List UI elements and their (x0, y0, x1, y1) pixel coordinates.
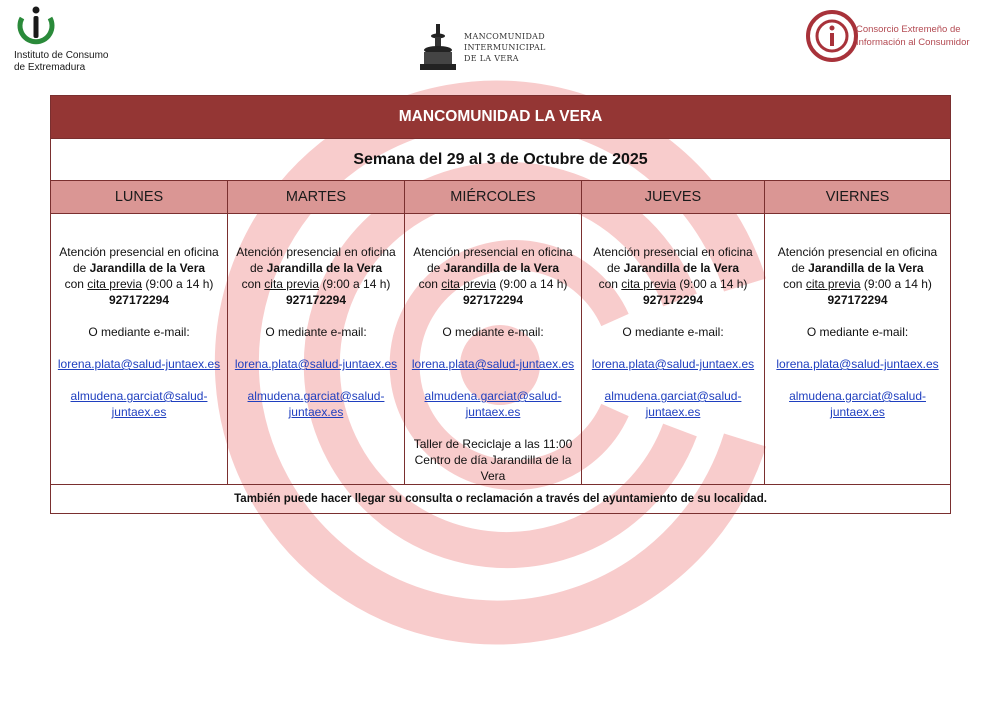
consorcio-icon (806, 8, 858, 64)
office-location: Jarandilla de la Vera (89, 261, 206, 275)
attention-line: Atención presencial en oficina (59, 245, 219, 259)
day-cell-friday (765, 214, 951, 485)
attention-place: de Jarandilla de la Vera (249, 261, 383, 275)
attention-line: Atención presencial en oficina (413, 245, 573, 259)
left-logo-line1: Instituto de Consumo (14, 50, 109, 61)
office-location: Jarandilla de la Vera (808, 261, 924, 275)
day-cell-thursday (582, 214, 765, 485)
appointment-line: con cita previa (9:00 a 14 h) (241, 277, 391, 291)
attention-line: Atención presencial en oficina (236, 245, 396, 259)
email-link-almudena[interactable]: almudena.garciat@salud-juntaex.es (789, 389, 926, 419)
attention-place: de Jarandilla de la Vera (426, 261, 560, 275)
appointment-line: con cita previa (9:00 a 14 h) (418, 277, 568, 291)
right-logo-line2: Información al Consumidor (856, 37, 970, 48)
phone-number: 927172294 (108, 293, 170, 307)
appointment-line: con cita previa (9:00 a 14 h) (64, 277, 214, 291)
workshop-line: Taller de Reciclaje a las 11:00 (413, 437, 573, 451)
email-intro: O mediante e-mail: (442, 325, 544, 339)
schedule-table (50, 95, 951, 514)
office-location: Jarandilla de la Vera (623, 261, 740, 275)
center-logo-line3: DE LA VERA (464, 54, 519, 63)
email-intro: O mediante e-mail: (265, 325, 367, 339)
email-link-lorena[interactable]: lorena.plata@salud-juntaex.es (234, 357, 398, 371)
workshop-location: Centro de día Jarandilla de la Vera (414, 453, 572, 483)
email-link-almudena[interactable]: almudena.garciat@salud-juntaex.es (424, 389, 562, 419)
email-link-lorena[interactable]: lorena.plata@salud-juntaex.es (57, 357, 221, 371)
day-cell-monday (51, 214, 228, 485)
email-link-almudena[interactable]: almudena.garciat@salud-juntaex.es (247, 389, 385, 419)
appointment-line: con cita previa (9:00 a 14 h) (783, 277, 932, 291)
email-link-almudena[interactable]: almudena.garciat@salud-juntaex.es (604, 389, 742, 419)
left-logo-line2: de Extremadura (14, 62, 86, 73)
office-location: Jarandilla de la Vera (443, 261, 560, 275)
consorcio-logo (806, 8, 996, 64)
header-logos (0, 0, 1000, 90)
email-link-lorena[interactable]: lorena.plata@salud-juntaex.es (776, 357, 939, 371)
center-logo-line2: INTERMUNICIPAL (464, 43, 546, 52)
appointment-link[interactable]: cita previa (805, 277, 861, 291)
email-link-lorena[interactable]: lorena.plata@salud-juntaex.es (591, 357, 755, 371)
phone-number: 927172294 (642, 293, 704, 307)
day-header-tuesday: MARTES (228, 181, 405, 214)
table-title: MANCOMUNIDAD LA VERA (51, 96, 951, 139)
appointment-link[interactable]: cita previa (87, 277, 142, 291)
email-intro: O mediante e-mail: (622, 325, 724, 339)
email-intro: O mediante e-mail: (806, 325, 909, 339)
appointment-line: con cita previa (9:00 a 14 h) (598, 277, 748, 291)
attention-line: Atención presencial en oficina (777, 245, 938, 259)
day-cell-tuesday (228, 214, 405, 485)
phone-number: 927172294 (827, 293, 888, 307)
attention-place: de Jarandilla de la Vera (791, 261, 924, 275)
footer-note: También puede hacer llegar su consulta o reclamación a través del ayuntamiento de su localidad. (51, 485, 951, 514)
instituto-consumo-icon (14, 4, 58, 50)
office-location: Jarandilla de la Vera (266, 261, 383, 275)
appointment-link[interactable]: cita previa (441, 277, 496, 291)
attention-place: de Jarandilla de la Vera (606, 261, 740, 275)
phone-number: 927172294 (285, 293, 347, 307)
attention-line: Atención presencial en oficina (593, 245, 753, 259)
day-cell-wednesday (405, 214, 582, 485)
right-logo-line1: Consorcio Extremeño de (856, 24, 961, 35)
day-header-thursday: JUEVES (582, 181, 765, 214)
mancomunidad-logo (418, 22, 568, 74)
week-label: Semana del 29 al 3 de Octubre de 2025 (51, 139, 951, 181)
day-header-wednesday: MIÉRCOLES (405, 181, 582, 214)
day-header-friday: VIERNES (765, 181, 951, 214)
email-link-lorena[interactable]: lorena.plata@salud-juntaex.es (411, 357, 575, 371)
attention-place: de Jarandilla de la Vera (72, 261, 206, 275)
fountain-icon (418, 22, 458, 72)
center-logo-line1: MANCOMUNIDAD (464, 32, 545, 41)
day-header-monday: LUNES (51, 181, 228, 214)
email-intro: O mediante e-mail: (88, 325, 190, 339)
phone-number: 927172294 (462, 293, 524, 307)
appointment-link[interactable]: cita previa (264, 277, 319, 291)
email-link-almudena[interactable]: almudena.garciat@salud-juntaex.es (70, 389, 208, 419)
appointment-link[interactable]: cita previa (621, 277, 676, 291)
instituto-consumo-logo (14, 4, 154, 73)
